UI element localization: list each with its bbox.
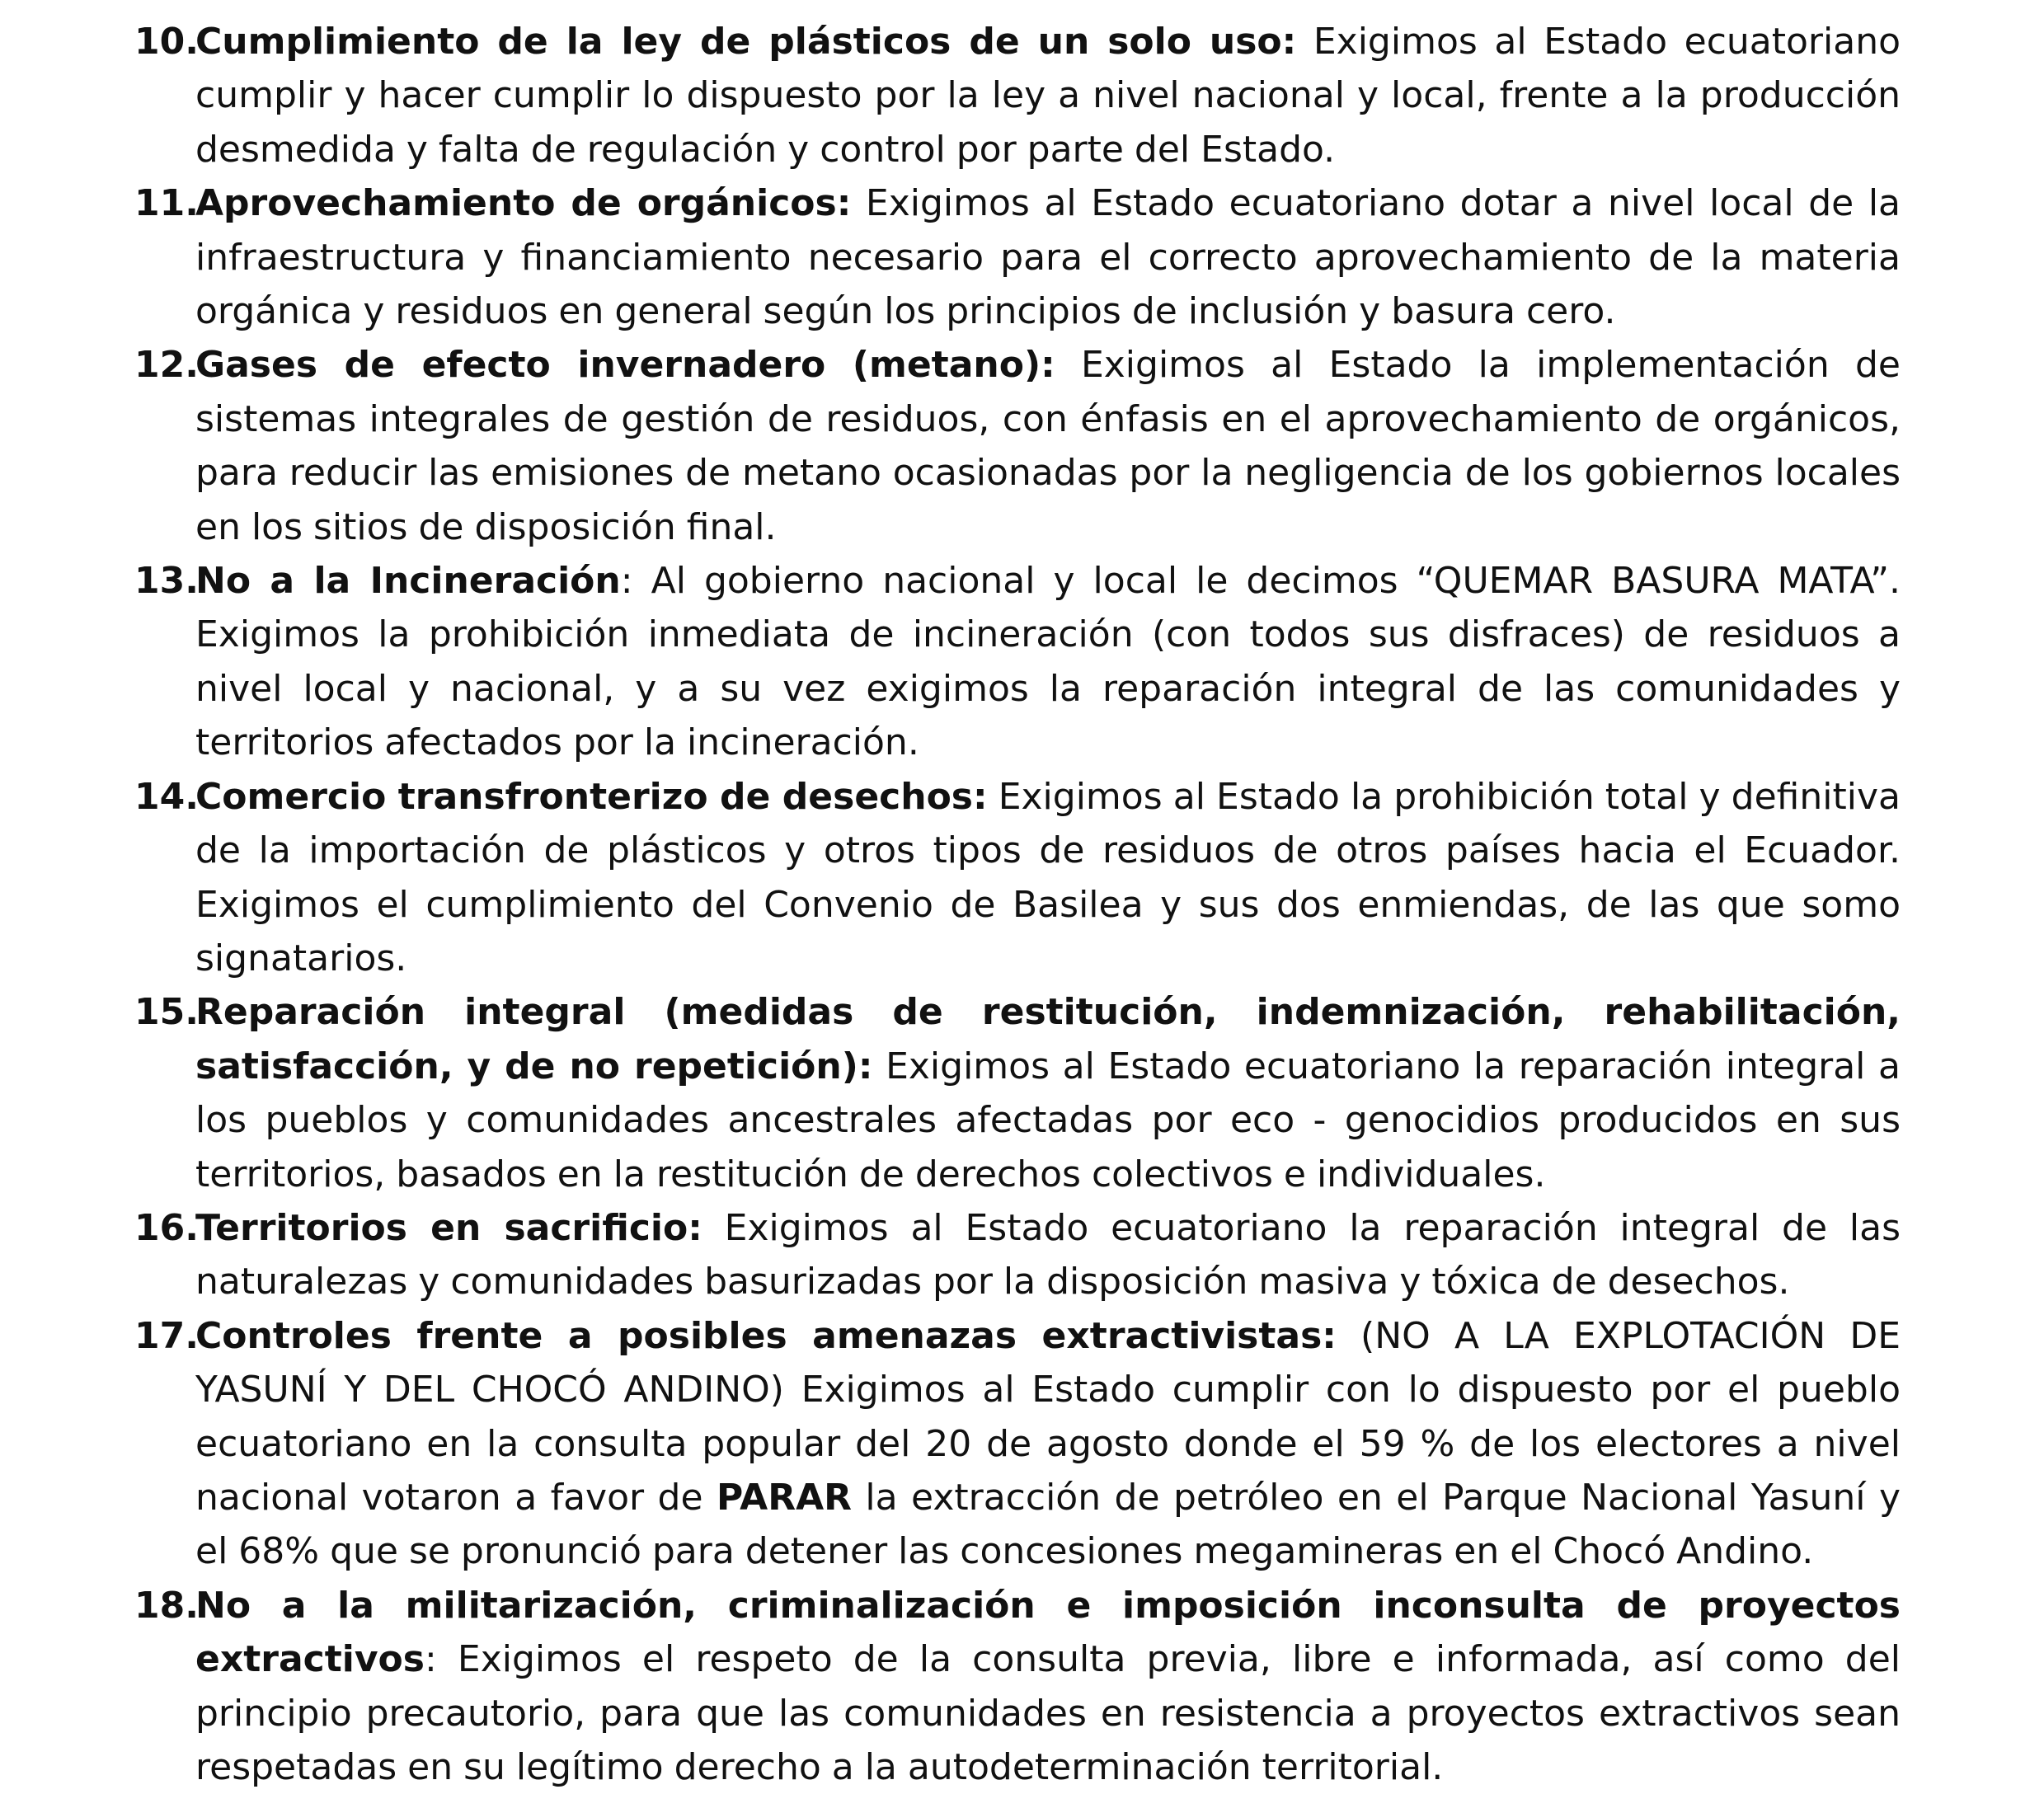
- item-text: Exigimos al Estado la prohibición total y definitiva de la importación de plásticos y otros tipos de residuos de otros países hacia el Ecuador. Exigimos el cumplimiento del Convenio de Basilea y sus dos enmiendas, de las que somo signatarios.: [195, 775, 1901, 979]
- item-number: 11.: [134, 182, 199, 225]
- item-title: No a la militarización, criminalización e imposición inconsulta de proyectos extractivos: [195, 1584, 1901, 1681]
- list-item: [134, 176, 1901, 338]
- item-title: Comercio transfronterizo de desechos:: [195, 775, 988, 818]
- item-title: Gases de efecto invernadero (metano):: [195, 344, 1055, 387]
- item-number: 17.: [134, 1314, 199, 1357]
- item-title: Aprovechamiento de orgánicos:: [195, 182, 852, 225]
- item-text: Exigimos al Estado la implementación de sistemas integrales de gestión de residuos, con énfasis en el aprovechamiento de orgánicos, para reducir las emisiones de metano ocasionadas por la negligencia de los gobiernos locales en los sitios de disposición final.: [195, 344, 1901, 548]
- list-item: [134, 554, 1901, 770]
- item-text: Exigimos al Estado ecuatoriano dotar a nivel local de la infraestructura y financiamiento necesario para el correcto aprovechamiento de la materia orgánica y residuos en general según los principios de inclusión y basura cero.: [195, 182, 1901, 333]
- item-text: : Exigimos el respeto de la consulta previa, libre e informada, así como del principio precautorio, para que las comunidades en resistencia a proyectos extractivos sean respetadas en su legítimo derecho a la autodeterminación territorial.: [195, 1638, 1901, 1788]
- item-text-after: la extracción de petróleo en el Parque Nacional Yasuní y el 68% que se pronunció para detener las concesiones megamineras en el Chocó Andino.: [195, 1476, 1901, 1573]
- list-item: [134, 770, 1901, 986]
- item-title: Controles frente a posibles amenazas extractivistas:: [195, 1314, 1337, 1357]
- item-title: Territorios en sacrificio:: [195, 1206, 702, 1249]
- list-item: [134, 1579, 1901, 1794]
- list-item: [134, 338, 1901, 554]
- item-number: 14.: [134, 775, 199, 818]
- item-number: 12.: [134, 344, 199, 387]
- item-text: Exigimos al Estado ecuatoriano la reparación integral a los pueblos y comunidades ancestrales afectadas por eco - genocidios producidos en sus territorios, basados en la restitución de derechos colectivos e individuales.: [195, 1045, 1901, 1195]
- item-title: Cumplimiento de la ley de plásticos de un solo uso:: [195, 21, 1297, 63]
- item-text: Exigimos al Estado ecuatoriano cumplir y hacer cumplir lo dispuesto por la ley a nivel nacional y local, frente a la producción desmedida y falta de regulación y control por parte del Estado.: [195, 21, 1901, 171]
- list-item: [134, 1309, 1901, 1579]
- item-text: Exigimos al Estado ecuatoriano la reparación integral de las naturalezas y comunidades basurizadas por la disposición masiva y tóxica de desechos.: [195, 1206, 1901, 1303]
- list-item: [134, 15, 1901, 176]
- item-emphasis: PARAR: [716, 1476, 853, 1519]
- list-item: [134, 1201, 1901, 1309]
- item-text: (NO A LA EXPLOTACIÓN DE YASUNÍ Y DEL CHOCÓ ANDINO) Exigimos al Estado cumplir con lo dispuesto por el pueblo ecuatoriano en la consulta popular del 20 de agosto donde el 59 % de los electores a nivel nacional votaron a favor de: [195, 1314, 1901, 1519]
- demands-list: [134, 15, 1901, 1794]
- item-text: : Al gobierno nacional y local le decimos “QUEMAR BASURA MATA”. Exigimos la prohibición inmediata de incineración (con todos sus disfraces) de residuos a nivel local y nacional, y a su vez exigimos la reparación integral de las comunidades y territorios afectados por la incineración.: [195, 560, 1901, 764]
- item-title: No a la Incineración: [195, 560, 621, 603]
- item-number: 18.: [134, 1584, 199, 1627]
- list-item: [134, 985, 1901, 1201]
- item-number: 15.: [134, 991, 199, 1034]
- item-number: 13.: [134, 560, 199, 603]
- item-number: 10.: [134, 21, 199, 63]
- item-title: Reparación integral (medidas de restitución, indemnización, rehabilitación, satisfacción, y de no repetición):: [195, 991, 1901, 1087]
- item-number: 16.: [134, 1206, 199, 1249]
